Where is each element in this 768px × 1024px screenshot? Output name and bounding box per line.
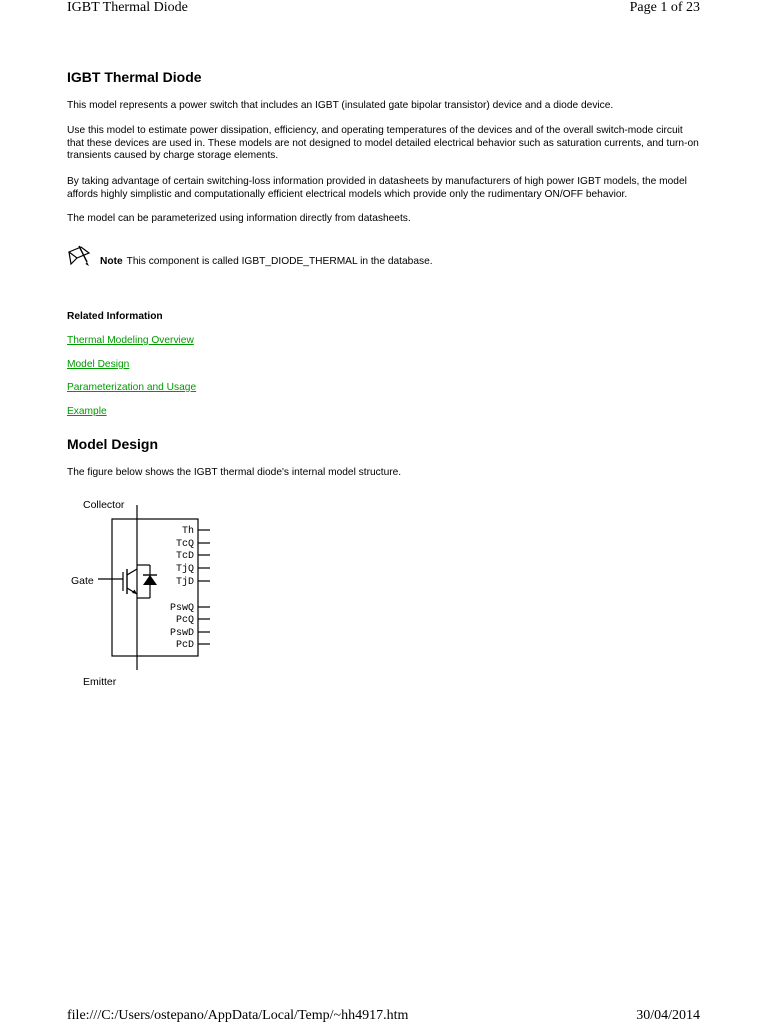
intro-paragraph: This model represents a power switch that includes an IGBT (insulated gate bipolar transistor) device and a diode device. (67, 100, 614, 111)
collector-label: Collector (83, 499, 125, 511)
link-thermal-modeling-overview[interactable]: Thermal Modeling Overview (67, 335, 194, 346)
footer-file-path: file:///C:/Users/ostepano/AppData/Local/Temp/~hh4917.htm (67, 1008, 409, 1023)
link-parameterization-and-usage[interactable]: Parameterization and Usage (67, 382, 197, 393)
pin-label-tjq: TjQ (175, 564, 194, 575)
section-heading-igbt-thermal-diode: IGBT Thermal Diode (67, 69, 202, 85)
page-header-title: IGBT Thermal Diode (67, 0, 188, 15)
note-label: Note (100, 256, 123, 267)
pin-label-pswq: PswQ (169, 603, 194, 614)
note-pen-icon (67, 244, 93, 268)
pin-label-th: Th (181, 526, 194, 537)
section-heading-model-design: Model Design (67, 436, 159, 452)
figure-intro-paragraph: The figure below shows the IGBT thermal diode's internal model structure. (67, 467, 402, 478)
footer-date: 30/04/2014 (636, 1008, 700, 1023)
note-text (100, 256, 433, 267)
pin-label-pcq: PcQ (175, 615, 194, 626)
switching-loss-paragraph: By taking advantage of certain switching-loss information provided in datasheets by manufacturers of high power IGBT models, the model affords highly simplistic and computationally efficient electrical models which provide only the rudimentary ON/OFF behavior. (67, 176, 687, 200)
parameterization-paragraph: The model can be parameterized using information directly from datasheets. (67, 213, 411, 224)
pin-label-tcq: TcQ (175, 539, 194, 550)
note-body: This component is called IGBT_DIODE_THERMAL in the database. (126, 256, 433, 267)
diode-triangle (143, 575, 157, 585)
pin-label-pswd: PswD (169, 628, 194, 639)
usage-paragraph: Use this model to estimate power dissipation, efficiency, and operating temperatures of the devices and of the overall switch-mode circuit that these devices are used in. These models are not designed to model detailed electrical behavior such as saturation currents, and turn-on transients caused by charge storage elements. (67, 125, 699, 161)
igbt-model-figure (67, 495, 227, 695)
collector-branch (127, 569, 137, 575)
link-model-design[interactable]: Model Design (67, 359, 130, 370)
gate-label: Gate (71, 575, 94, 587)
pin-label-tjd: TjD (175, 577, 194, 588)
emitter-label: Emitter (83, 676, 117, 688)
pin-label-pcd: PcD (175, 640, 194, 651)
link-example[interactable]: Example (67, 406, 107, 417)
related-information-heading: Related Information (67, 311, 163, 322)
pin-label-tcd: TcD (175, 551, 194, 562)
page-number: Page 1 of 23 (629, 0, 700, 15)
note-box (67, 244, 701, 268)
